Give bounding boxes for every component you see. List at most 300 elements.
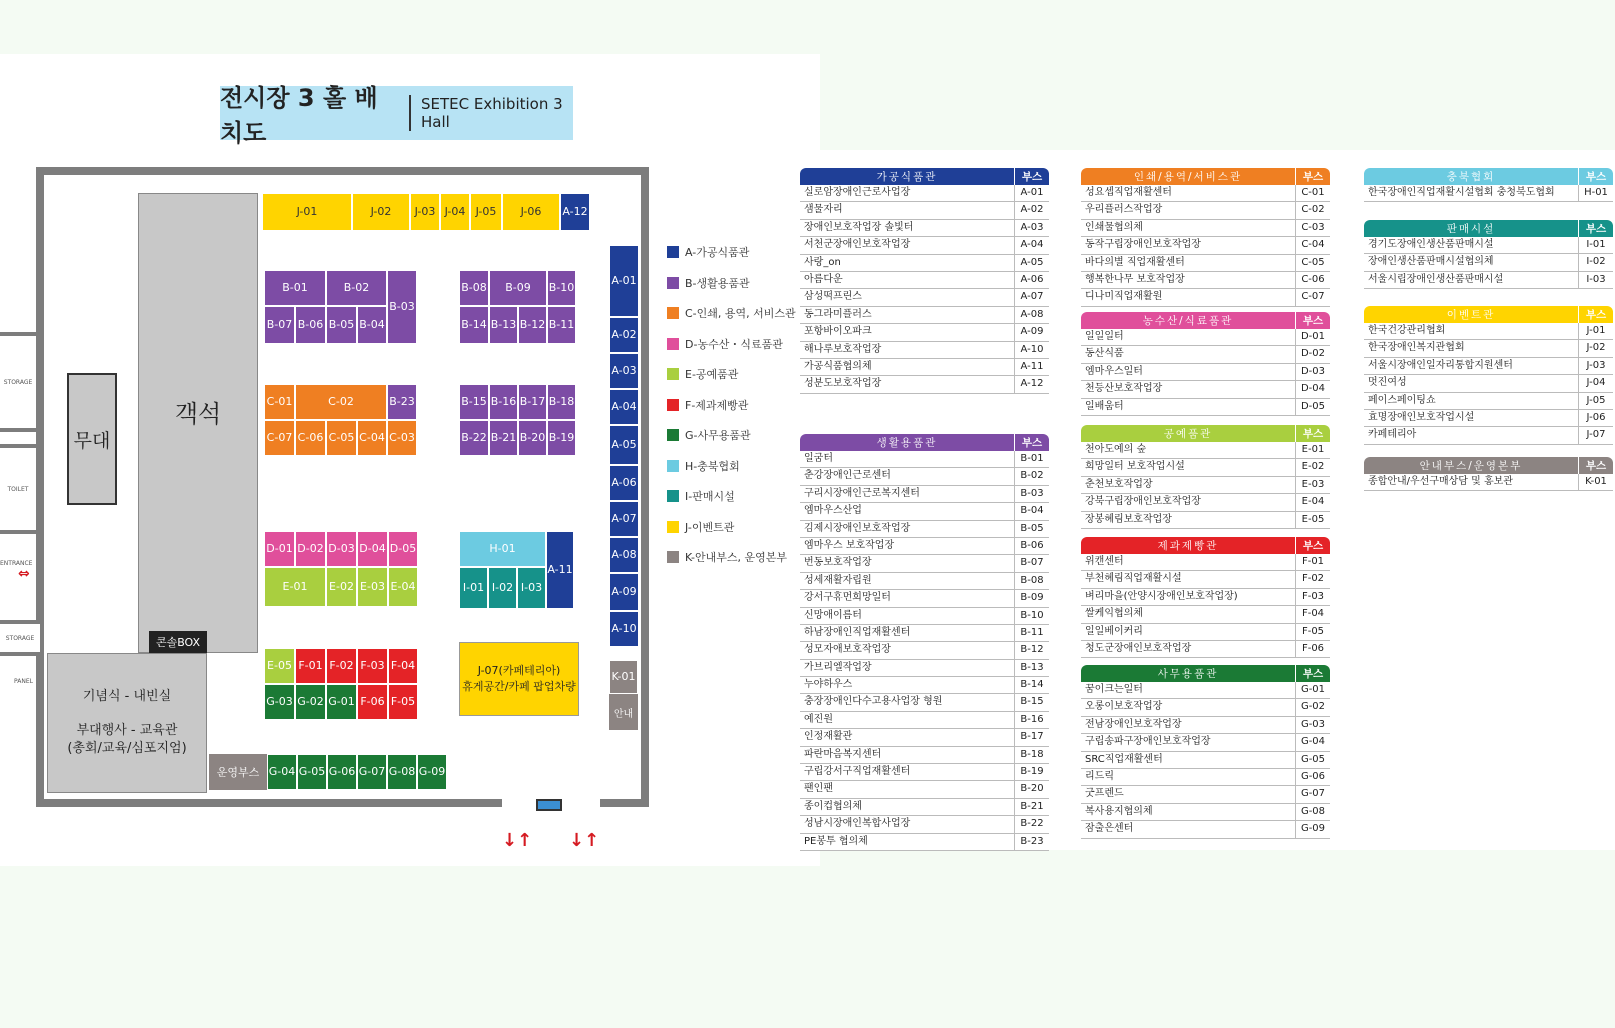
booth-a-05[interactable]: A-05: [609, 425, 639, 465]
table-row[interactable]: [1081, 220, 1330, 237]
legend-swatch: [667, 551, 679, 563]
booth-number: B-09: [1014, 590, 1049, 606]
table-row[interactable]: [1364, 410, 1613, 427]
table-row[interactable]: [800, 642, 1049, 659]
booth-number: B-08: [1014, 573, 1049, 589]
booth-table-f: [1081, 537, 1330, 658]
table-row[interactable]: [1364, 340, 1613, 357]
booth-b-23[interactable]: B-23: [387, 384, 417, 420]
table-row[interactable]: [1081, 554, 1330, 571]
booth-b-11[interactable]: B-11: [547, 306, 576, 344]
booth-number: C-07: [1295, 289, 1330, 305]
booth-j-06[interactable]: J-06: [502, 193, 560, 231]
storage-room-2: [0, 620, 44, 656]
booth-a-06[interactable]: A-06: [609, 465, 639, 501]
table-booth-header: 부스: [1578, 306, 1613, 323]
stage: [67, 373, 117, 505]
booth-d-01[interactable]: D-01: [264, 531, 295, 567]
table-row[interactable]: [1081, 682, 1330, 699]
legend-swatch: [667, 368, 679, 380]
booth-number: F-03: [1295, 589, 1330, 605]
table-row[interactable]: [800, 451, 1049, 468]
door-icon: [536, 799, 562, 811]
exhibitor-name: 벼리마을(안양시장애인보호작업장): [1085, 590, 1238, 602]
table-row[interactable]: [800, 573, 1049, 590]
booth-number: A-05: [1014, 255, 1049, 271]
table-row[interactable]: [1081, 459, 1330, 476]
table-row[interactable]: [1081, 571, 1330, 588]
booth-b-19[interactable]: B-19: [547, 420, 576, 456]
booth-g-01[interactable]: G-01: [326, 684, 357, 720]
booth-number: B-20: [1014, 781, 1049, 797]
booth-table-a: [800, 168, 1049, 394]
booth-g-05[interactable]: G-05: [297, 754, 327, 790]
table-row[interactable]: [1081, 589, 1330, 606]
table-row[interactable]: [1081, 477, 1330, 494]
booth-number: D-03: [1295, 364, 1330, 380]
booth-number: F-04: [1295, 606, 1330, 622]
operations-label: 운영부스: [216, 766, 260, 779]
booth-c-03[interactable]: C-03: [387, 420, 417, 456]
booth-number: C-06: [1295, 272, 1330, 288]
exhibitor-name: 인쇄물협의체: [1085, 221, 1143, 233]
booth-b-01[interactable]: B-01: [264, 270, 326, 306]
booth-b-21[interactable]: B-21: [489, 420, 518, 456]
booth-number: A-01: [1014, 185, 1049, 201]
table-row[interactable]: [1364, 474, 1613, 491]
table-row[interactable]: [800, 799, 1049, 816]
booth-b-13[interactable]: B-13: [489, 306, 518, 344]
booth-b-03[interactable]: B-03: [387, 270, 417, 344]
exhibitor-name: 하남장애인직업재활센터: [804, 626, 911, 638]
table-row[interactable]: [1081, 699, 1330, 716]
legend-item-b: [667, 275, 750, 291]
table-title: 사무용품관: [1081, 665, 1295, 682]
table-title: 충북협회: [1364, 168, 1578, 185]
table-row[interactable]: [1081, 329, 1330, 346]
booth-d-02[interactable]: D-02: [295, 531, 326, 567]
table-row[interactable]: [1081, 255, 1330, 272]
booth-f-06[interactable]: F-06: [357, 684, 388, 720]
booth-d-03[interactable]: D-03: [326, 531, 357, 567]
legend-label: E-공예품관: [685, 368, 739, 381]
booth-b-02[interactable]: B-02: [326, 270, 387, 306]
booth-a-10[interactable]: A-10: [609, 611, 639, 647]
table-row[interactable]: [1081, 804, 1330, 821]
booth-j-03[interactable]: J-03: [410, 193, 440, 231]
booth-number: J-03: [1578, 358, 1613, 374]
booth-a-12[interactable]: A-12: [560, 193, 590, 231]
exhibitor-name: 충장장애인다수고용사업장 형원: [804, 696, 943, 708]
booth-e-04[interactable]: E-04: [388, 567, 418, 607]
booth-e-05[interactable]: E-05: [264, 648, 295, 684]
booth-j-01[interactable]: J-01: [262, 193, 352, 231]
booth-a-03[interactable]: A-03: [609, 353, 639, 389]
booth-b-18[interactable]: B-18: [547, 384, 576, 420]
booth-number: F-06: [1295, 641, 1330, 657]
console-box: [149, 631, 207, 653]
exhibitor-name: 경기도장애인생산품판매시설: [1368, 239, 1494, 250]
table-row[interactable]: [1081, 272, 1330, 289]
table-header: [1364, 168, 1613, 185]
booth-f-05[interactable]: F-05: [388, 684, 418, 720]
table-row[interactable]: [800, 359, 1049, 376]
table-row[interactable]: [800, 729, 1049, 746]
table-title: 공예품관: [1081, 425, 1295, 442]
booth-number: B-12: [1014, 642, 1049, 658]
booth-a-04[interactable]: A-04: [609, 389, 639, 425]
booth-a-01[interactable]: A-01: [609, 245, 639, 317]
legend-item-h: [667, 458, 740, 474]
exhibitor-name: 복사용지협의체: [1085, 805, 1153, 817]
table-row[interactable]: [800, 324, 1049, 341]
table-row[interactable]: [800, 237, 1049, 254]
entrance-label: ENTRANCE: [0, 560, 33, 567]
exhibitor-name: 바다의별 직업재활센터: [1085, 256, 1185, 268]
exhibitor-name: 굿프렌드: [1085, 788, 1124, 800]
booth-i-01[interactable]: I-01: [459, 567, 488, 609]
table-row[interactable]: [800, 625, 1049, 642]
cafe-zone[interactable]: [459, 642, 579, 716]
table-row[interactable]: [1081, 606, 1330, 623]
table-row[interactable]: [800, 202, 1049, 219]
table-row[interactable]: [1081, 624, 1330, 641]
booth-number: I-01: [1578, 237, 1613, 253]
booth-c-04[interactable]: C-04: [357, 420, 387, 456]
booth-table-d: [1081, 312, 1330, 416]
exhibitor-name: 성요셉직업재활센터: [1085, 187, 1172, 198]
exhibitor-name: 한국건강관리협회: [1368, 325, 1446, 336]
table-row[interactable]: [1081, 786, 1330, 803]
table-row[interactable]: [800, 694, 1049, 711]
booth-number: C-02: [1295, 202, 1330, 218]
operations-booth: [209, 754, 267, 790]
booth-number: G-08: [1295, 804, 1330, 820]
table-title: 생활용품관: [800, 434, 1014, 451]
booth-j-02[interactable]: J-02: [352, 193, 410, 231]
exhibitor-name: 성세재활자립원: [804, 574, 872, 586]
ceremony-room: [47, 653, 207, 793]
booth-e-01[interactable]: E-01: [264, 567, 326, 607]
table-row[interactable]: [1081, 512, 1330, 529]
table-row[interactable]: [1081, 364, 1330, 381]
exhibitor-name: 일일베이커리: [1085, 625, 1143, 637]
booth-b-17[interactable]: B-17: [518, 384, 547, 420]
booth-g-06[interactable]: G-06: [327, 754, 357, 790]
booth-number: A-06: [1014, 272, 1049, 288]
table-row[interactable]: [800, 468, 1049, 485]
exhibitor-name: 가공식품협의체: [804, 360, 872, 372]
booth-number: B-03: [1014, 486, 1049, 502]
booth-number: E-04: [1295, 494, 1330, 510]
main-entrance[interactable]: [500, 797, 600, 817]
table-title: 제과제빵관: [1081, 537, 1295, 554]
exhibitor-name: 일일일터: [1085, 331, 1124, 342]
table-row[interactable]: [800, 272, 1049, 289]
booth-g-04[interactable]: G-04: [267, 754, 297, 790]
booth-number: A-08: [1014, 307, 1049, 323]
table-row[interactable]: [1364, 375, 1613, 392]
table-row[interactable]: [800, 376, 1049, 393]
exhibitor-name: 구리시장애인근로복지센터: [804, 487, 920, 499]
booth-a-09[interactable]: A-09: [609, 573, 639, 611]
exhibitor-name: 희망일터 보호작업시설: [1085, 461, 1185, 473]
table-row[interactable]: [1081, 717, 1330, 734]
booth-number: F-05: [1295, 624, 1330, 640]
table-row[interactable]: [1364, 254, 1613, 271]
legend-label: K-안내부스, 운영본부: [685, 551, 788, 564]
exhibitor-name: 종이컵협의체: [804, 800, 862, 812]
table-booth-header: 부스: [1014, 168, 1049, 185]
table-row[interactable]: [1081, 821, 1330, 838]
table-row[interactable]: [1081, 202, 1330, 219]
booth-b-08[interactable]: B-08: [459, 270, 489, 306]
table-row[interactable]: [1364, 358, 1613, 375]
exhibitor-name: 멋진여성: [1368, 377, 1407, 389]
console-label: 콘솔BOX: [155, 636, 201, 649]
table-header: [1081, 665, 1330, 682]
booth-b-20[interactable]: B-20: [518, 420, 547, 456]
legend-label: J-이벤트관: [685, 520, 735, 534]
legend-label: A-가공식품관: [685, 246, 750, 259]
booth-f-02[interactable]: F-02: [326, 648, 357, 684]
booth-b-07[interactable]: B-07: [264, 306, 295, 344]
ceremony-label-1: 기념식 - 내빈실: [82, 688, 172, 704]
table-row[interactable]: [1081, 734, 1330, 751]
legend-item-d: [667, 336, 783, 352]
booth-b-06[interactable]: B-06: [295, 306, 326, 344]
table-row[interactable]: [1081, 289, 1330, 306]
legend-item-g: [667, 427, 751, 443]
booth-number: E-05: [1295, 512, 1330, 528]
ceremony-label-3: (총회/교육/심포지엄): [67, 741, 187, 757]
exhibitor-name: 해나루보호작업장: [804, 343, 882, 355]
booth-b-05[interactable]: B-05: [326, 306, 357, 344]
booth-a-07[interactable]: A-07: [609, 501, 639, 537]
booth-b-22[interactable]: B-22: [459, 420, 489, 456]
table-row[interactable]: [1081, 752, 1330, 769]
booth-a-08[interactable]: A-08: [609, 537, 639, 573]
table-row[interactable]: [800, 781, 1049, 798]
booth-number: E-03: [1295, 477, 1330, 493]
table-row[interactable]: [1081, 769, 1330, 786]
exhibitor-name: 서천군장애인보호작업장: [804, 239, 911, 251]
table-row[interactable]: [1081, 237, 1330, 254]
table-booth-header: 부스: [1014, 434, 1049, 451]
table-row[interactable]: [800, 816, 1049, 833]
map-title-korean: 전시장 3 홀 배치도: [220, 84, 378, 147]
table-row[interactable]: [1081, 346, 1330, 363]
table-row[interactable]: [1081, 494, 1330, 511]
legend-item-j: [667, 519, 734, 535]
table-row[interactable]: [800, 834, 1049, 851]
table-row[interactable]: [800, 486, 1049, 503]
exhibitor-name: 성모자애보호작업장: [804, 644, 891, 656]
table-row[interactable]: [1364, 272, 1613, 289]
booth-number: B-18: [1014, 747, 1049, 763]
table-row[interactable]: [800, 255, 1049, 272]
booth-c-06[interactable]: C-06: [295, 420, 326, 456]
booth-number: B-15: [1014, 694, 1049, 710]
legend-item-f: [667, 397, 748, 413]
exhibitor-name: 페이스페이팅쇼: [1368, 394, 1436, 406]
table-row[interactable]: [1364, 323, 1613, 340]
exhibitor-name: 효명장애인보호작업시설: [1368, 411, 1475, 423]
booth-d-04[interactable]: D-04: [357, 531, 388, 567]
exhibitor-name: 사랑_on: [804, 256, 841, 268]
table-title: 판매시설: [1364, 220, 1578, 237]
booth-f-01[interactable]: F-01: [295, 648, 326, 684]
booth-number: D-01: [1295, 329, 1330, 345]
table-row[interactable]: [800, 503, 1049, 520]
booth-b-14[interactable]: B-14: [459, 306, 489, 344]
booth-b-12[interactable]: B-12: [518, 306, 547, 344]
table-row[interactable]: [800, 342, 1049, 359]
booth-table-i: [1364, 220, 1613, 289]
booth-number: K-01: [1578, 474, 1613, 490]
legend-item-e: [667, 366, 738, 382]
table-row[interactable]: [800, 307, 1049, 324]
booth-i-03[interactable]: I-03: [517, 567, 546, 609]
hall-wall-right: [641, 167, 649, 807]
booth-table-k: [1364, 457, 1613, 491]
entrance-arrow-icon: ↓↑: [569, 830, 600, 851]
booth-number: B-10: [1014, 608, 1049, 624]
booth-g-09[interactable]: G-09: [417, 754, 447, 790]
table-row[interactable]: [1364, 427, 1613, 444]
table-row[interactable]: [1364, 237, 1613, 254]
booth-g-07[interactable]: G-07: [357, 754, 387, 790]
table-header: [1081, 537, 1330, 554]
table-row[interactable]: [800, 538, 1049, 555]
booth-a-11[interactable]: A-11: [546, 531, 574, 609]
panel-label: PANEL: [14, 678, 33, 685]
table-row[interactable]: [800, 660, 1049, 677]
booth-k-01[interactable]: K-01: [609, 660, 638, 694]
table-title: 가공식품관: [800, 168, 1014, 185]
table-row[interactable]: [1081, 381, 1330, 398]
exhibitor-name: 누야하우스: [804, 679, 853, 691]
legend-label: G-사무용품관: [685, 429, 751, 442]
booth-number: B-22: [1014, 816, 1049, 832]
exhibitor-name: 장애인보호작업장 솔빛터: [804, 221, 914, 233]
booth-number: D-04: [1295, 381, 1330, 397]
booth-b-04[interactable]: B-04: [357, 306, 387, 344]
legend-swatch: [667, 246, 679, 258]
table-row[interactable]: [800, 590, 1049, 607]
booth-b-09[interactable]: B-09: [489, 270, 547, 306]
info-booth: [609, 694, 638, 730]
exhibitor-name: 청도군장애인보호작업장: [1085, 642, 1192, 654]
table-row[interactable]: [1364, 185, 1613, 202]
booth-table-c: [1081, 168, 1330, 307]
legend-item-k: [667, 549, 787, 565]
booth-c-02[interactable]: C-02: [295, 384, 387, 420]
table-booth-header: 부스: [1295, 312, 1330, 329]
table-row[interactable]: [800, 220, 1049, 237]
booth-g-03[interactable]: G-03: [264, 684, 295, 720]
booth-b-16[interactable]: B-16: [489, 384, 518, 420]
storage-label: STORAGE: [3, 378, 33, 386]
booth-d-05[interactable]: D-05: [388, 531, 418, 567]
table-row[interactable]: [800, 555, 1049, 572]
exhibitor-name: SRC직업재활센터: [1085, 753, 1163, 765]
exhibitor-name: 일배움터: [1085, 400, 1124, 412]
booth-b-10[interactable]: B-10: [547, 270, 576, 306]
table-row[interactable]: [800, 712, 1049, 729]
exhibitor-name: 전남장애인보호작업장: [1085, 718, 1182, 730]
exhibitor-name: 쌀케익협의체: [1085, 608, 1143, 620]
table-row[interactable]: [800, 608, 1049, 625]
booth-c-05[interactable]: C-05: [326, 420, 357, 456]
table-row[interactable]: [1081, 185, 1330, 202]
table-title: 안내부스/운영본부: [1364, 457, 1578, 474]
table-row[interactable]: [800, 521, 1049, 538]
table-row[interactable]: [1081, 442, 1330, 459]
hall-wall-top: [36, 167, 649, 175]
booth-e-02[interactable]: E-02: [326, 567, 357, 607]
booth-number: G-09: [1295, 821, 1330, 837]
booth-table-j: [1364, 306, 1613, 445]
table-row[interactable]: [800, 764, 1049, 781]
booth-c-07[interactable]: C-07: [264, 420, 295, 456]
booth-b-15[interactable]: B-15: [459, 384, 489, 420]
booth-h-01[interactable]: H-01: [459, 531, 546, 567]
exhibitor-name: 엠마우스산업: [804, 505, 862, 517]
exhibitor-name: 구립강서구직업재활센터: [804, 766, 911, 778]
table-row[interactable]: [1364, 393, 1613, 410]
booth-i-02[interactable]: I-02: [488, 567, 517, 609]
info-booth-label: 안내: [613, 708, 634, 720]
booth-f-04[interactable]: F-04: [388, 648, 418, 684]
table-row[interactable]: [1081, 399, 1330, 416]
booth-number: B-01: [1014, 451, 1049, 467]
booth-e-03[interactable]: E-03: [357, 567, 388, 607]
exhibitor-name: 디나미직업재활원: [1085, 291, 1163, 303]
booth-number: B-23: [1014, 834, 1049, 850]
table-row[interactable]: [800, 677, 1049, 694]
table-booth-header: 부스: [1295, 537, 1330, 554]
booth-number: J-07: [1578, 427, 1613, 443]
legend-label: H-충북협회: [685, 459, 740, 473]
booth-g-02[interactable]: G-02: [295, 684, 326, 720]
booth-number: A-07: [1014, 289, 1049, 305]
booth-number: F-02: [1295, 571, 1330, 587]
legend-swatch: [667, 460, 679, 472]
table-header: [1081, 168, 1330, 185]
booth-j-04[interactable]: J-04: [440, 193, 470, 231]
booth-c-01[interactable]: C-01: [264, 384, 295, 420]
legend-item-c: [667, 305, 796, 321]
booth-j-05[interactable]: J-05: [470, 193, 502, 231]
exhibitor-name: 천등산보호작업장: [1085, 383, 1163, 395]
booth-number: B-13: [1014, 660, 1049, 676]
table-header: [800, 168, 1049, 185]
booth-number: B-02: [1014, 468, 1049, 484]
table-row[interactable]: [800, 747, 1049, 764]
table-row[interactable]: [1081, 641, 1330, 658]
booth-number: A-09: [1014, 324, 1049, 340]
booth-number: G-07: [1295, 786, 1330, 802]
booth-number: J-05: [1578, 393, 1613, 409]
booth-g-08[interactable]: G-08: [387, 754, 417, 790]
booth-a-02[interactable]: A-02: [609, 317, 639, 353]
booth-number: A-12: [1014, 376, 1049, 392]
table-row[interactable]: [800, 289, 1049, 306]
table-row[interactable]: [800, 185, 1049, 202]
booth-f-03[interactable]: F-03: [357, 648, 388, 684]
exhibitor-name: 잠출은센터: [1085, 823, 1134, 835]
